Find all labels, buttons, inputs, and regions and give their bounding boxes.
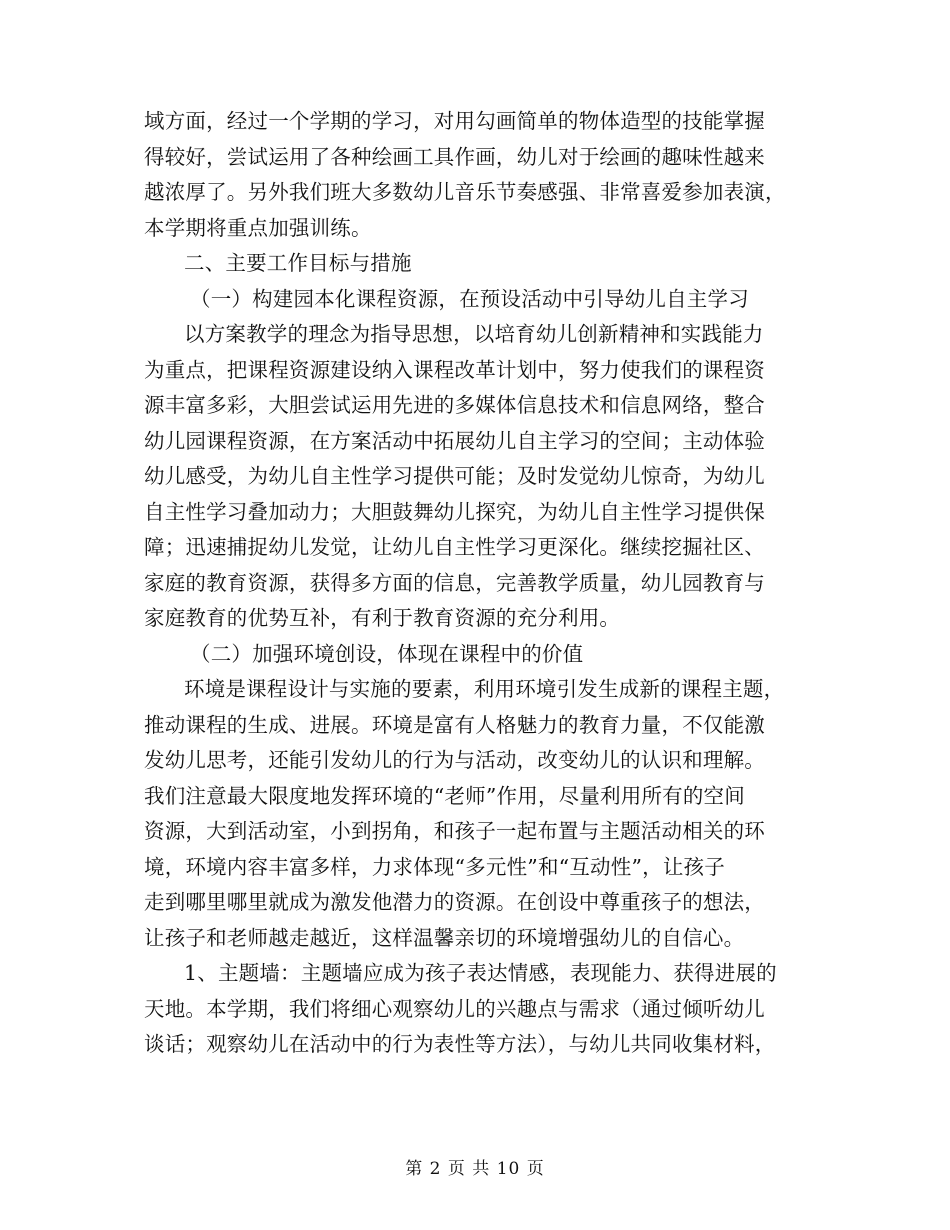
text-line: 环境是课程设计与实施的要素，利用环境引发生成新的课程主题， (184, 677, 785, 701)
text-line: 发幼儿思考，还能引发幼儿的行为与活动，改变幼儿的认识和理解。 (144, 748, 765, 772)
text-line: 家庭的教育资源，获得多方面的信息，完善教学质量，幼儿园教育与 (144, 570, 765, 595)
text-line: 为重点，把课程资源建设纳入课程改革计划中，努力使我们的课程资 (144, 357, 765, 382)
text-line: 推动课程的生成、进展。环境是富有人格魅力的教育力量，不仅能激 (144, 712, 765, 737)
text-line: 域方面，经过一个学期的学习，对用勾画简单的物体造型的技能掌握 (144, 109, 765, 133)
text-line: 幼儿感受，为幼儿自主性学习提供可能；及时发觉幼儿惊奇，为幼儿 (144, 464, 765, 488)
section-heading: 二、主要工作目标与措施 (184, 251, 412, 275)
text-line: 幼儿园课程资源，在方案活动中拓展幼儿自主学习的空间；主动体验 (144, 428, 765, 453)
text-line: 境，环境内容丰富多样，力求体现“多元性”和“互动性”，让孩子 (144, 854, 725, 879)
text-line: 我们注意最大限度地发挥环境的“老师”作用，尽量利用所有的空间 (144, 783, 745, 808)
text-line: 障；迅速捕捉幼儿发觉，让幼儿自主性学习更深化。继续挖掘社区、 (144, 535, 765, 559)
text-line: 本学期将重点加强训练。 (144, 215, 372, 240)
text-line: 资源，大到活动室，小到拐角，和孩子一起布置与主题活动相关的环 (144, 819, 765, 843)
text-line: 1、主题墙：主题墙应成为孩子表达情感，表现能力、获得进展的 (184, 961, 777, 985)
text-line: 家庭教育的优势互补，有利于教育资源的充分利用。 (144, 606, 621, 630)
text-line: 走到哪里哪里就成为激发他潜力的资源。在创设中尊重孩子的想法， (144, 890, 765, 914)
page-number-footer: 第 2 页 共 10 页 (405, 1159, 545, 1179)
text-line: 源丰富多彩，大胆尝试运用先进的多媒体信息技术和信息网络，整合 (144, 393, 765, 417)
text-line: 得较好，尝试运用了各种绘画工具作画，幼儿对于绘画的趣味性越来 (144, 144, 765, 169)
text-line: 自主性学习叠加动力；大胆鼓舞幼儿探究，为幼儿自主性学习提供保 (144, 499, 765, 524)
subsection-heading: （二）加强环境创设，体现在课程中的价值 (190, 641, 584, 666)
text-line: 谈话；观察幼儿在活动中的行为表性等方法），与幼儿共同收集材料， (144, 1032, 776, 1056)
text-line: 以方案教学的理念为指导思想，以培育幼儿创新精神和实践能力 (184, 322, 764, 346)
subsection-heading: （一）构建园本化课程资源，在预设活动中引导幼儿自主学习 (190, 286, 749, 311)
text-line: 天地。本学期，我们将细心观察幼儿的兴趣点与需求（通过倾听幼儿 (144, 996, 765, 1021)
text-line: 让孩子和老师越走越近，这样温馨亲切的环境增强幼儿的自信心。 (144, 925, 745, 950)
text-line: 越浓厚了。另外我们班大多数幼儿音乐节奏感强、非常喜爱参加表演， (144, 180, 786, 204)
document-body (144, 104, 814, 1063)
